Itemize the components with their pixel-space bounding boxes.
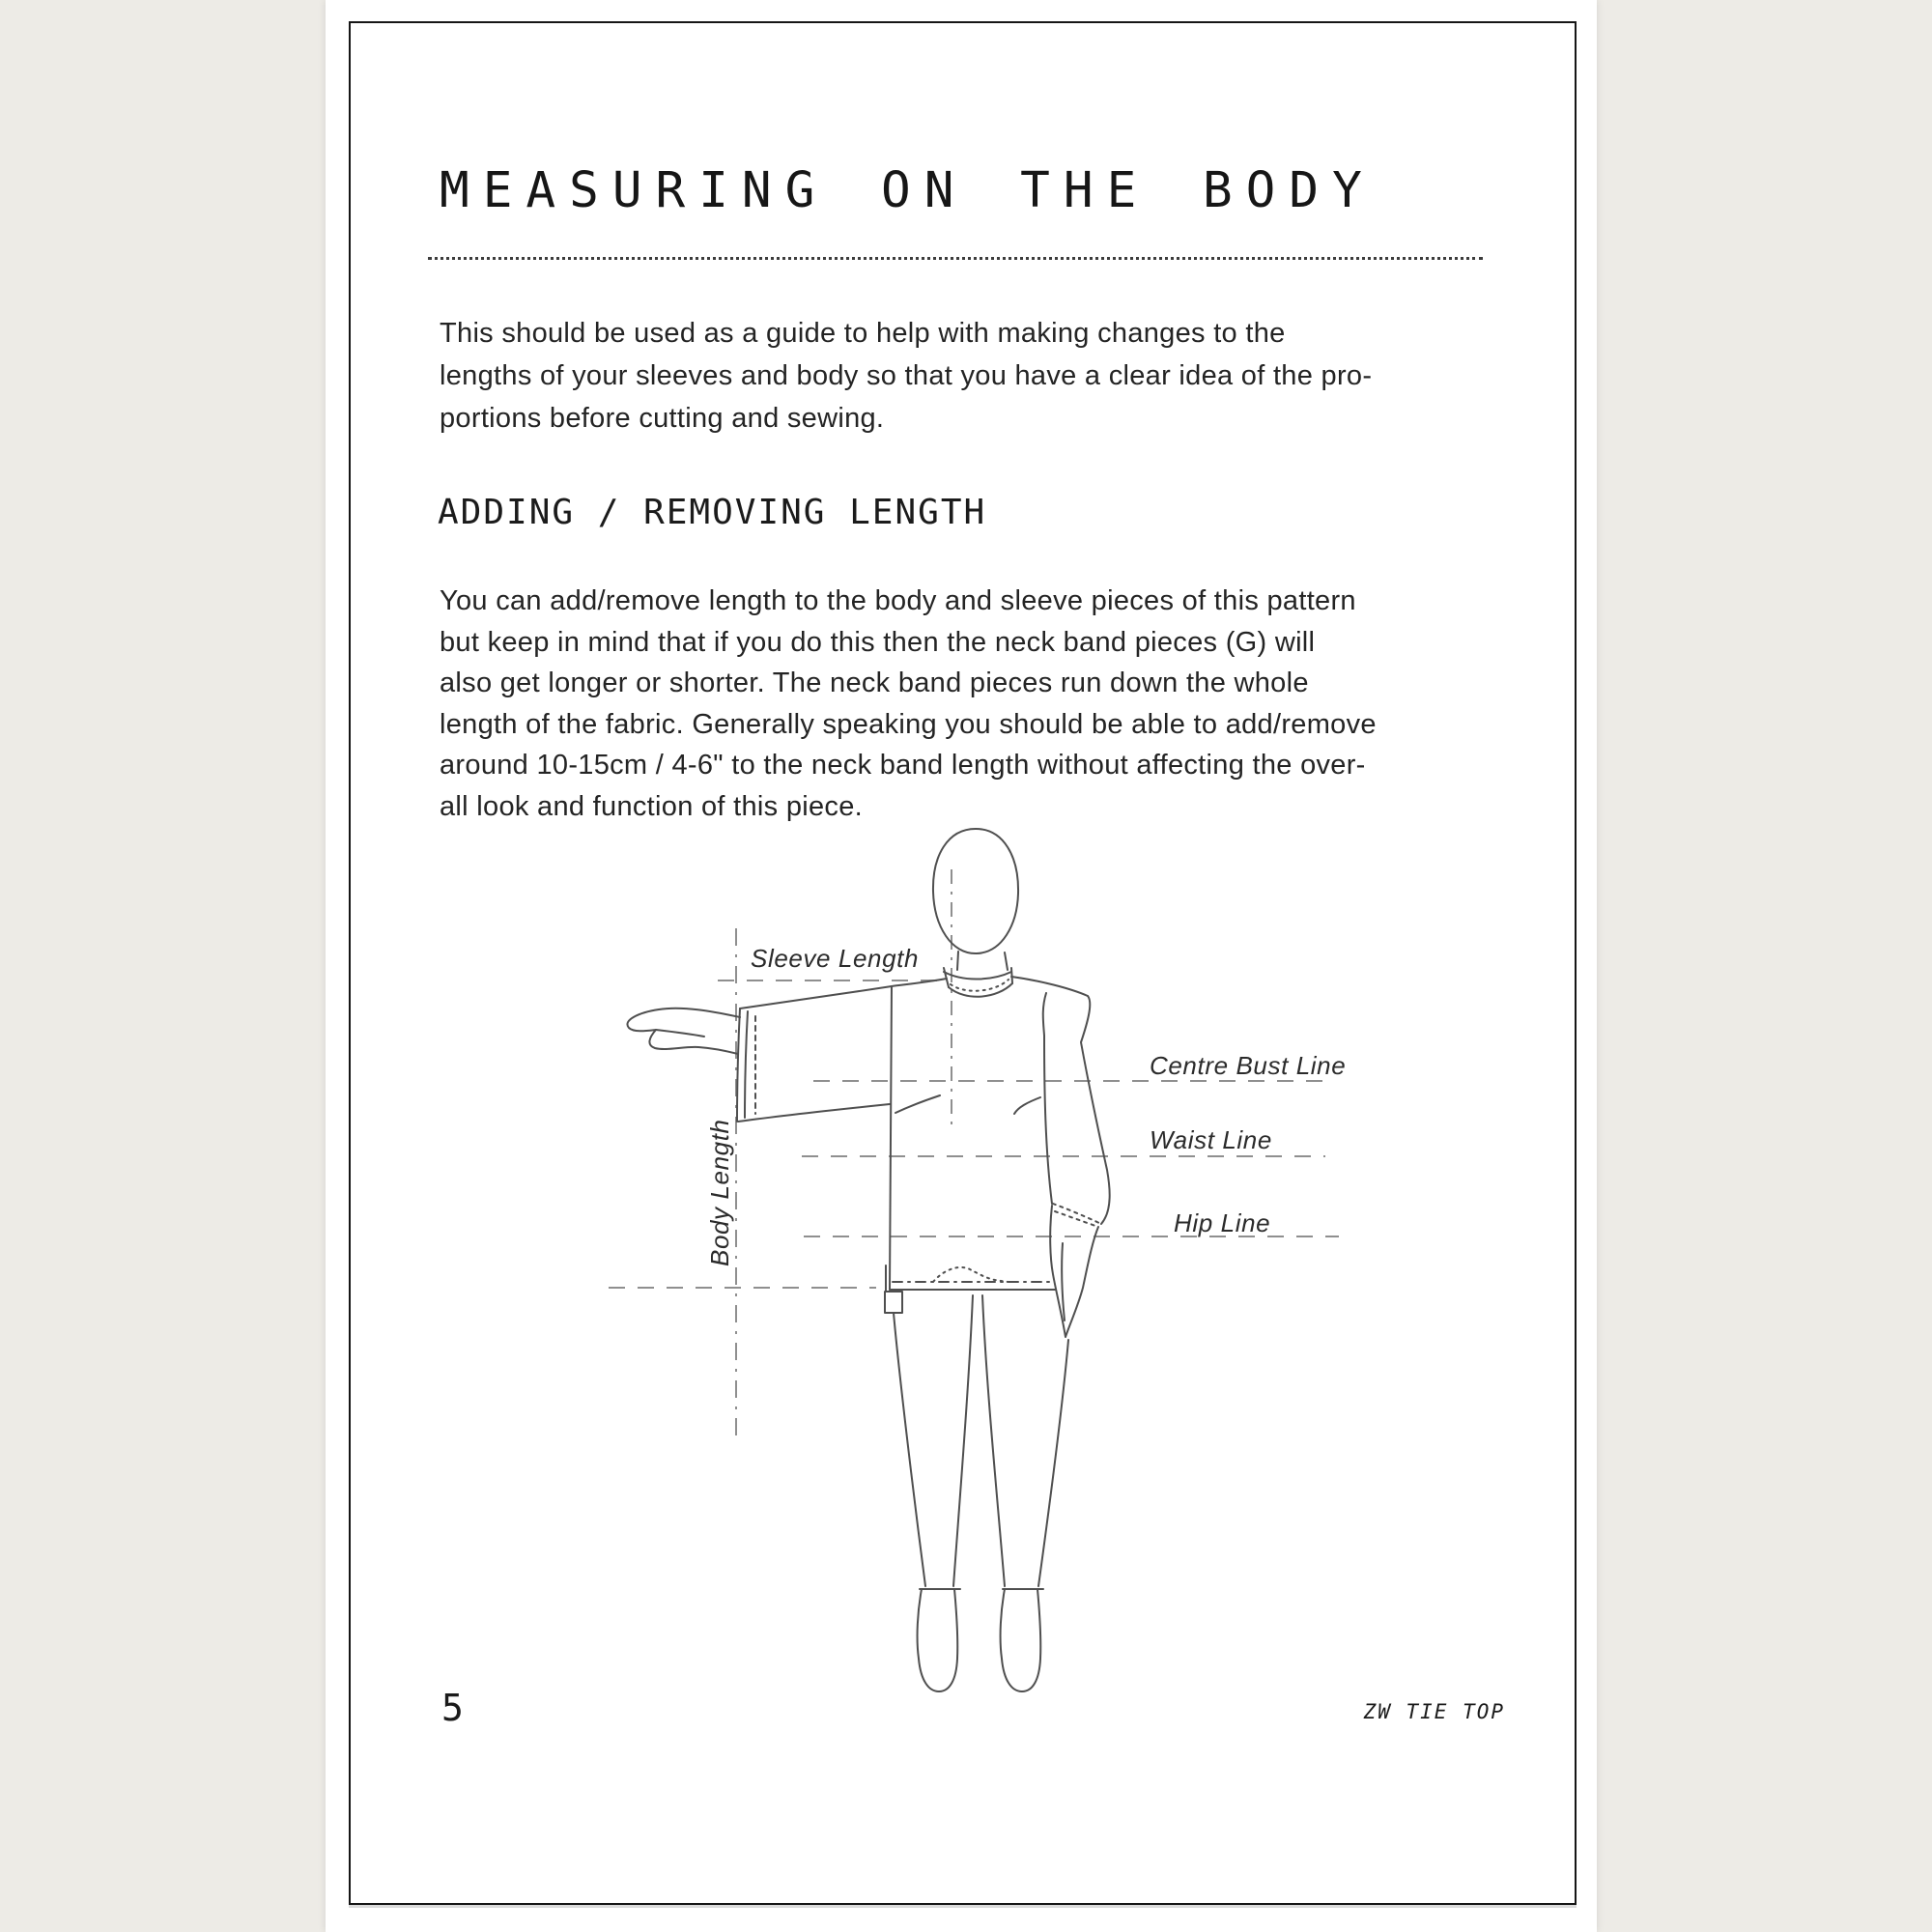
section-paragraph	[440, 581, 1531, 827]
right-hand-finger-line	[1062, 1243, 1065, 1321]
right-shoulder-seam	[1011, 977, 1088, 996]
collar-left-edge	[944, 968, 949, 987]
document-page	[326, 0, 1597, 1932]
intro-line: lengths of your sleeves and body so that you have a clear idea of the pro-	[440, 360, 1373, 391]
right-foot-outline	[1001, 1589, 1041, 1691]
sleeve-length-label: Sleeve Length	[751, 944, 920, 973]
dotted-separator	[428, 257, 1483, 260]
body-measurement-illustration	[560, 826, 1410, 1744]
extended-sleeve-top	[740, 986, 892, 1009]
intro-line: portions before cutting and sewing.	[440, 403, 885, 434]
right-leg-inner	[982, 1295, 1005, 1586]
collar-right-edge	[1011, 968, 1012, 983]
neck-line-right	[1005, 952, 1008, 970]
section-line: but keep in mind that if you do this then the neck band pieces (G) will	[440, 626, 1316, 658]
pattern-name: ZW TIE TOP	[1363, 1700, 1505, 1723]
bust-dart-left	[895, 1095, 940, 1113]
extended-sleeve-bottom	[738, 1104, 890, 1122]
centre-bust-line-label: Centre Bust Line	[1150, 1051, 1347, 1080]
left-foot-outline	[918, 1589, 958, 1691]
hip-line-label: Hip Line	[1174, 1208, 1271, 1237]
head-outline	[933, 829, 1018, 953]
left-leg-inner	[953, 1295, 973, 1586]
page-title: MEASURING ON THE BODY	[440, 162, 1376, 219]
bust-dart-right	[1014, 1097, 1040, 1114]
intro-line: This should be used as a guide to help with making changes to the	[440, 318, 1286, 349]
sleeve-cuff-inner	[745, 1011, 748, 1118]
section-line: also get longer or shorter. The neck band pieces run down the whole	[440, 668, 1309, 698]
section-line: all look and function of this piece.	[440, 790, 864, 822]
bodice-left-edge	[890, 986, 892, 1290]
left-hand-finger-line	[656, 1030, 704, 1037]
section-line: You can add/remove length to the body and sleeve pieces of this pattern	[440, 585, 1356, 616]
hanging-sleeve-inner	[1043, 993, 1052, 1204]
section-line: around 10-15cm / 4-6" to the neck band length without affecting the over-	[440, 750, 1366, 781]
body-length-label: Body Length	[705, 1119, 734, 1266]
left-hand-outline	[627, 1009, 740, 1054]
hanging-cuff-stitch-1	[1053, 1204, 1101, 1224]
collar-stitch-dots	[951, 980, 1009, 991]
sleeve-cuff-outer	[737, 1009, 740, 1122]
hanging-sleeve-outer	[1081, 996, 1110, 1224]
section-heading: ADDING / REMOVING LENGTH	[438, 493, 987, 532]
page-number: 5	[441, 1687, 464, 1729]
collar-bottom-edge	[949, 983, 1012, 997]
right-leg-outer	[1038, 1340, 1068, 1586]
waist-line-label: Waist Line	[1150, 1125, 1272, 1154]
collar-top-edge	[944, 972, 1011, 980]
left-leg-outer	[894, 1313, 925, 1586]
intro-paragraph	[440, 312, 1521, 440]
top-hem-tie-dots	[933, 1267, 1009, 1282]
neck-line-left	[957, 952, 958, 970]
section-line: length of the fabric. Generally speaking you should be able to add/remove	[440, 708, 1377, 740]
